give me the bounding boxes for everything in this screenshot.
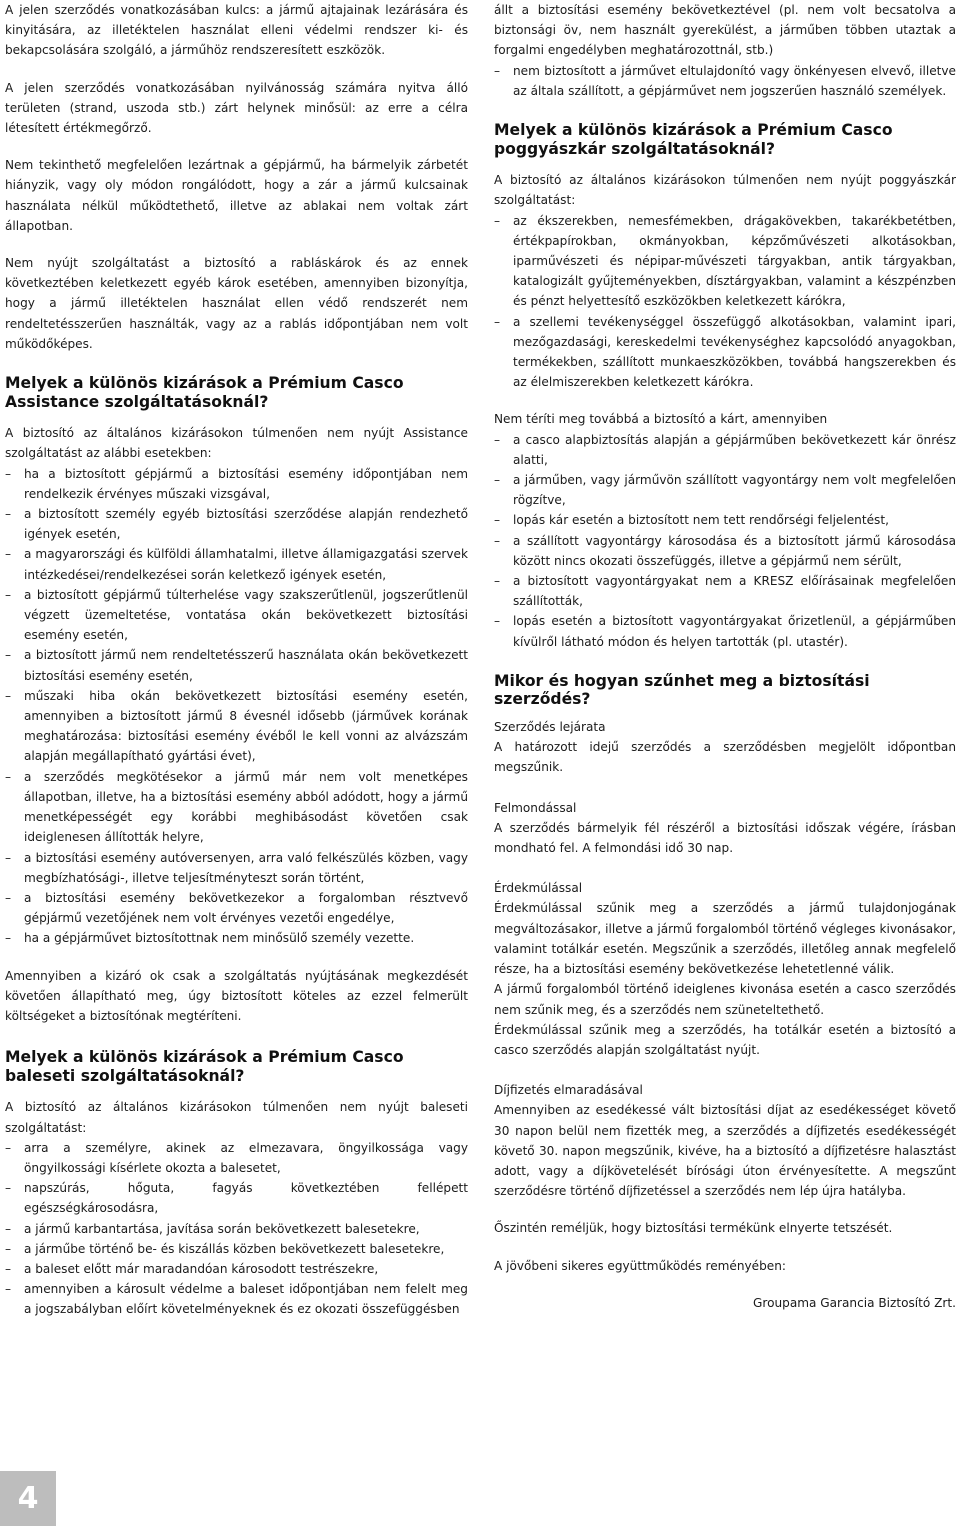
list-item: – műszaki hiba okán bekövetkezett biztosítási esemény esetén, amennyiben a biztosított jármű 8 évesnél idősebb (járművek korának meghatározása: biztosítási esemény évéből le kell vonni az alvázszám alapján megállapítható gyártási évet), <box>5 686 468 767</box>
list-item: – lopás esetén a biztosított vagyontárgyakat őrizetlenül, a gépjárműben kívülről látható módon és helyen tartották (pl. utastér). <box>494 611 956 651</box>
paragraph-lapse-2: A jármű forgalomból történő ideiglenes kivonása esetén a casco szerződés nem szűnik meg, és a szerződés nem szüneteltethető. <box>494 982 956 1017</box>
list-item: – a járműbe történő be- és kiszállás közben bekövetkezett balesetekre, <box>5 1239 468 1259</box>
paragraph-closed-place: A jelen szerződés vonatkozásában nyilvánosság számára nyitva álló területen (strand, uszoda stb.) zárt helynek minősül: az erre a célra létesített értékmegőrző. <box>5 80 468 136</box>
list-item: – a jármű karbantartása, javítása során bekövetkezett balesetekre, <box>5 1219 468 1239</box>
paragraph-lapse-1: Érdekmúlással szűnik meg a szerződés a jármű tulajdonjogának megváltozásakor, illetve a jármű forgalomból történő végleges kivonásakor, valamint totálkár esetén. Megszűnik a szerződés, illetőleg annak megfelelő része, ha a biztosítási esemény bekövetkezése lehetetlenné válik. <box>494 901 956 977</box>
list-item: – ha a gépjárművet biztosítottnak nem minősülő személy vezette. <box>5 928 468 948</box>
accident-exclusion-list-continued <box>494 0 956 101</box>
closing-line-1: Őszintén reméljük, hogy biztosítási termékünk elnyerte tetszését. <box>494 1221 893 1236</box>
paragraph-lapse-3: Érdekmúlással szűnik meg a szerződés, ha totálkár esetén a biztosító a casco szerződés alapján szolgáltatást nyújt. <box>494 1022 956 1057</box>
page-number-badge: 4 <box>0 1471 56 1526</box>
left-column <box>5 0 468 1320</box>
list-item: – a biztosított gépjármű túlterhelése vagy szakszerűtlenül, jogszerűtlenül végzett üzemeltetése, vontatása okán bekövetkezett biztosítási esemény esetén, <box>5 585 468 646</box>
paragraph-not-locked: Nem tekinthető megfelelően lezártnak a gépjármű, ha bármelyik zárbetét hiányzik, vagy oly módon rongálódott, hogy a zár a jármű kulcsainak használata nélkül működtethető, illetve az ablakai nem voltak zárt állapotban. <box>5 158 468 233</box>
subheading-nonpayment: Díjfizetés elmaradásával <box>494 1083 643 1098</box>
luggage-exclusion-list <box>494 211 956 393</box>
list-item: – a biztosítási esemény bekövetkezekor a forgalomban résztvevő gépjármű vezetőjének nem volt érvényes vezetői engedélye, <box>5 888 468 928</box>
list-item: – a biztosított személy egyéb biztosítási szerződése alapján rendezhető igények esetén, <box>5 504 468 544</box>
list-item: – napszúrás, hőguta, fagyás következtében fellépett egészségkárosodásra, <box>5 1178 468 1218</box>
list-item: – a biztosított vagyontárgyakat nem a KRESZ előírásainak megfelelően szállították, <box>494 571 956 611</box>
list-item: – a biztosítási esemény autóversenyen, arra való felkészülés közben, vagy megbízhatósági-, illetve teljesítményteszt során történt, <box>5 848 468 888</box>
list-item: – nem biztosított a járművet eltulajdonító vagy önkényesen elvevő, illetve az általa szállított, a gépjárművet nem jogszerűen használó személyek. <box>494 61 956 101</box>
list-item: – a szállított vagyontárgy károsodása és a biztosított jármű károsodása között nincs okozati összefüggés, illetve a gépjármű nem sérült, <box>494 531 956 571</box>
list-item: – a biztosított jármű nem rendeltetésszerű használata okán bekövetkezett biztosítási esemény esetén, <box>5 645 468 685</box>
paragraph-robbery-exclusion: Nem nyújt szolgáltatást a biztosító a rabláskárok és az ennek következtében keletkezett egyéb károk esetében, amennyiben bizonyítja, hogy a jármű illetéktelen használat ellen védő rendszerét nem rendeltetésszerűen használták, vagy az a rablás időpontjában nem volt működőképes. <box>5 256 468 351</box>
accident-exclusion-list <box>5 1138 468 1320</box>
right-column <box>494 0 956 1313</box>
heading-termination: Mikor és hogyan szűnhet meg a biztosítási szerződés? <box>494 671 870 709</box>
heading-accident-exclusions: Melyek a különös kizárások a Prémium Casco baleseti szolgáltatásoknál? <box>5 1048 404 1085</box>
further-exclusion-list <box>494 430 956 652</box>
further-exclusions-intro: Nem téríti meg továbbá a biztosító a kárt, amennyiben <box>494 412 828 427</box>
paragraph-notice: A szerződés bármelyik fél részéről a biztosítási időszak végére, írásban mondható fel. A felmondási idő 30 nap. <box>494 820 956 856</box>
paragraph-cost-reimbursement: Amennyiben a kizáró ok csak a szolgáltatás nyújtásának megkezdését követően állapítható meg, úgy biztosított köteles az ezzel felmerült költségeket a biztosítónak megtéríteni. <box>5 968 468 1023</box>
luggage-intro: A biztosító az általános kizárásokon túlmenően nem nyújt poggyászkár szolgáltatást: <box>494 173 956 208</box>
paragraph-key-definition: A jelen szerződés vonatkozásában kulcs: a jármű ajtajainak lezárására és kinyitására, az illetéktelen használat elleni védelmi rendszer ki- és bekapcsolására szolgáló, a járműhöz rendszeresített eszközök. <box>5 3 468 58</box>
signature: Groupama Garancia Biztosító Zrt. <box>753 1295 956 1310</box>
list-item: – arra a személyre, akinek az elmezavara, öngyilkossága vagy öngyilkossági kísérlete okozta a balesetet, <box>5 1138 468 1178</box>
list-item: – a szerződés megkötésekor a jármű már nem volt menetképes állapotban, illetve, ha a biztosítási esemény abból adódott, hogy a jármű menetképességét egy korábbi meghibásodást követően csak ideiglenesen állították helyre, <box>5 767 468 848</box>
heading-luggage-exclusions: Melyek a különös kizárások a Prémium Casco poggyászkár szolgáltatásoknál? <box>494 121 893 158</box>
list-item: – a szellemi tevékenységgel összefüggő alkotásokban, valamint ipari, mezőgazdasági, kereskedelmi tevékenységhez kapcsolódó anyagokban, termékekben, szállított munkaeszközökben, továbbá hangszerekben és az élelmiszerekben keletkezett kárókra. <box>494 312 956 393</box>
list-item-continued: állt a biztosítási esemény bekövetkeztével (pl. nem volt becsatolva a biztonsági öv, nem használt gyerekülést, a járműben többen utaztak a forgalmi engedélyben meghatározottnál, stb.) <box>494 3 956 58</box>
list-item: – az ékszerekben, nemesfémekben, drágakövekben, takarékbetétben, értékpapírokban, okmányokban, képzőművészeti alkotásokban, iparművészeti és népipar-művészeti tárgyakban, antik tárgyakban, katalogizált gyűjteményekben, dísztárgyakban, valamint a készpénzben és pénzt helyettesítő eszközökben keletkezett kárókra, <box>494 211 956 312</box>
list-item: – lopás kár esetén a biztosított nem tett rendőrségi feljelentést, <box>494 510 956 530</box>
list-item: – amennyiben a károsult védelme a baleset időpontjában nem felelt meg a jogszabályban előírt követelményeknek és ez okozati összefüggésben <box>5 1279 468 1319</box>
list-item: – ha a biztosított gépjármű a biztosítási esemény időpontjában nem rendelkezik érvényes műszaki vizsgával, <box>5 464 468 504</box>
subheading-expiry: Szerződés lejárata <box>494 720 606 735</box>
paragraph-expiry: A határozott idejű szerződés a szerződésben megjelölt időpontban megszűnik. <box>494 740 956 775</box>
list-item: – a magyarországi és külföldi államhatalmi, illetve államigazgatási szervek intézkedései/rendelkezései során keletkező igények esetén, <box>5 544 468 584</box>
subheading-notice: Felmondással <box>494 800 577 815</box>
assistance-exclusion-list <box>5 464 468 949</box>
list-item: – a casco alapbiztosítás alapján a gépjárműben bekövetkezett kár önrész alatti, <box>494 430 956 470</box>
paragraph-nonpayment: Amennyiben az esedékessé vált biztosítási díjat az esedékességet követő 30 napon belül nem fizették meg, a szerződés a díjfizetés esedékességét követő 30. napon megszűnik, kivéve, ha a biztosító a díjfizetésre halasztást adott, vagy a díjkövetelését bírósági úton érvényesítette. A megszűnt szerződésre történő díjfizetéssel a szerződés nem lép újra hatályba. <box>494 1103 956 1199</box>
list-item: – a járműben, vagy járművön szállított vagyontárgy nem volt megfelelően rögzítve, <box>494 470 956 510</box>
list-item: – a baleset előtt már maradandóan károsodott testrészekre, <box>5 1259 468 1279</box>
assistance-intro: A biztosító az általános kizárásokon túlmenően nem nyújt Assistance szolgáltatást az alábbi esetekben: <box>5 426 468 461</box>
subheading-lapse-of-interest: Érdekmúlással <box>494 881 583 896</box>
accident-intro: A biztosító az általános kizárásokon túlmenően nem nyújt baleseti szolgáltatást: <box>5 1100 468 1135</box>
closing-line-2: A jövőbeni sikeres együttműködés reményében: <box>494 1258 786 1273</box>
heading-assistance-exclusions: Melyek a különös kizárások a Prémium Casco Assistance szolgáltatásoknál? <box>5 374 404 411</box>
